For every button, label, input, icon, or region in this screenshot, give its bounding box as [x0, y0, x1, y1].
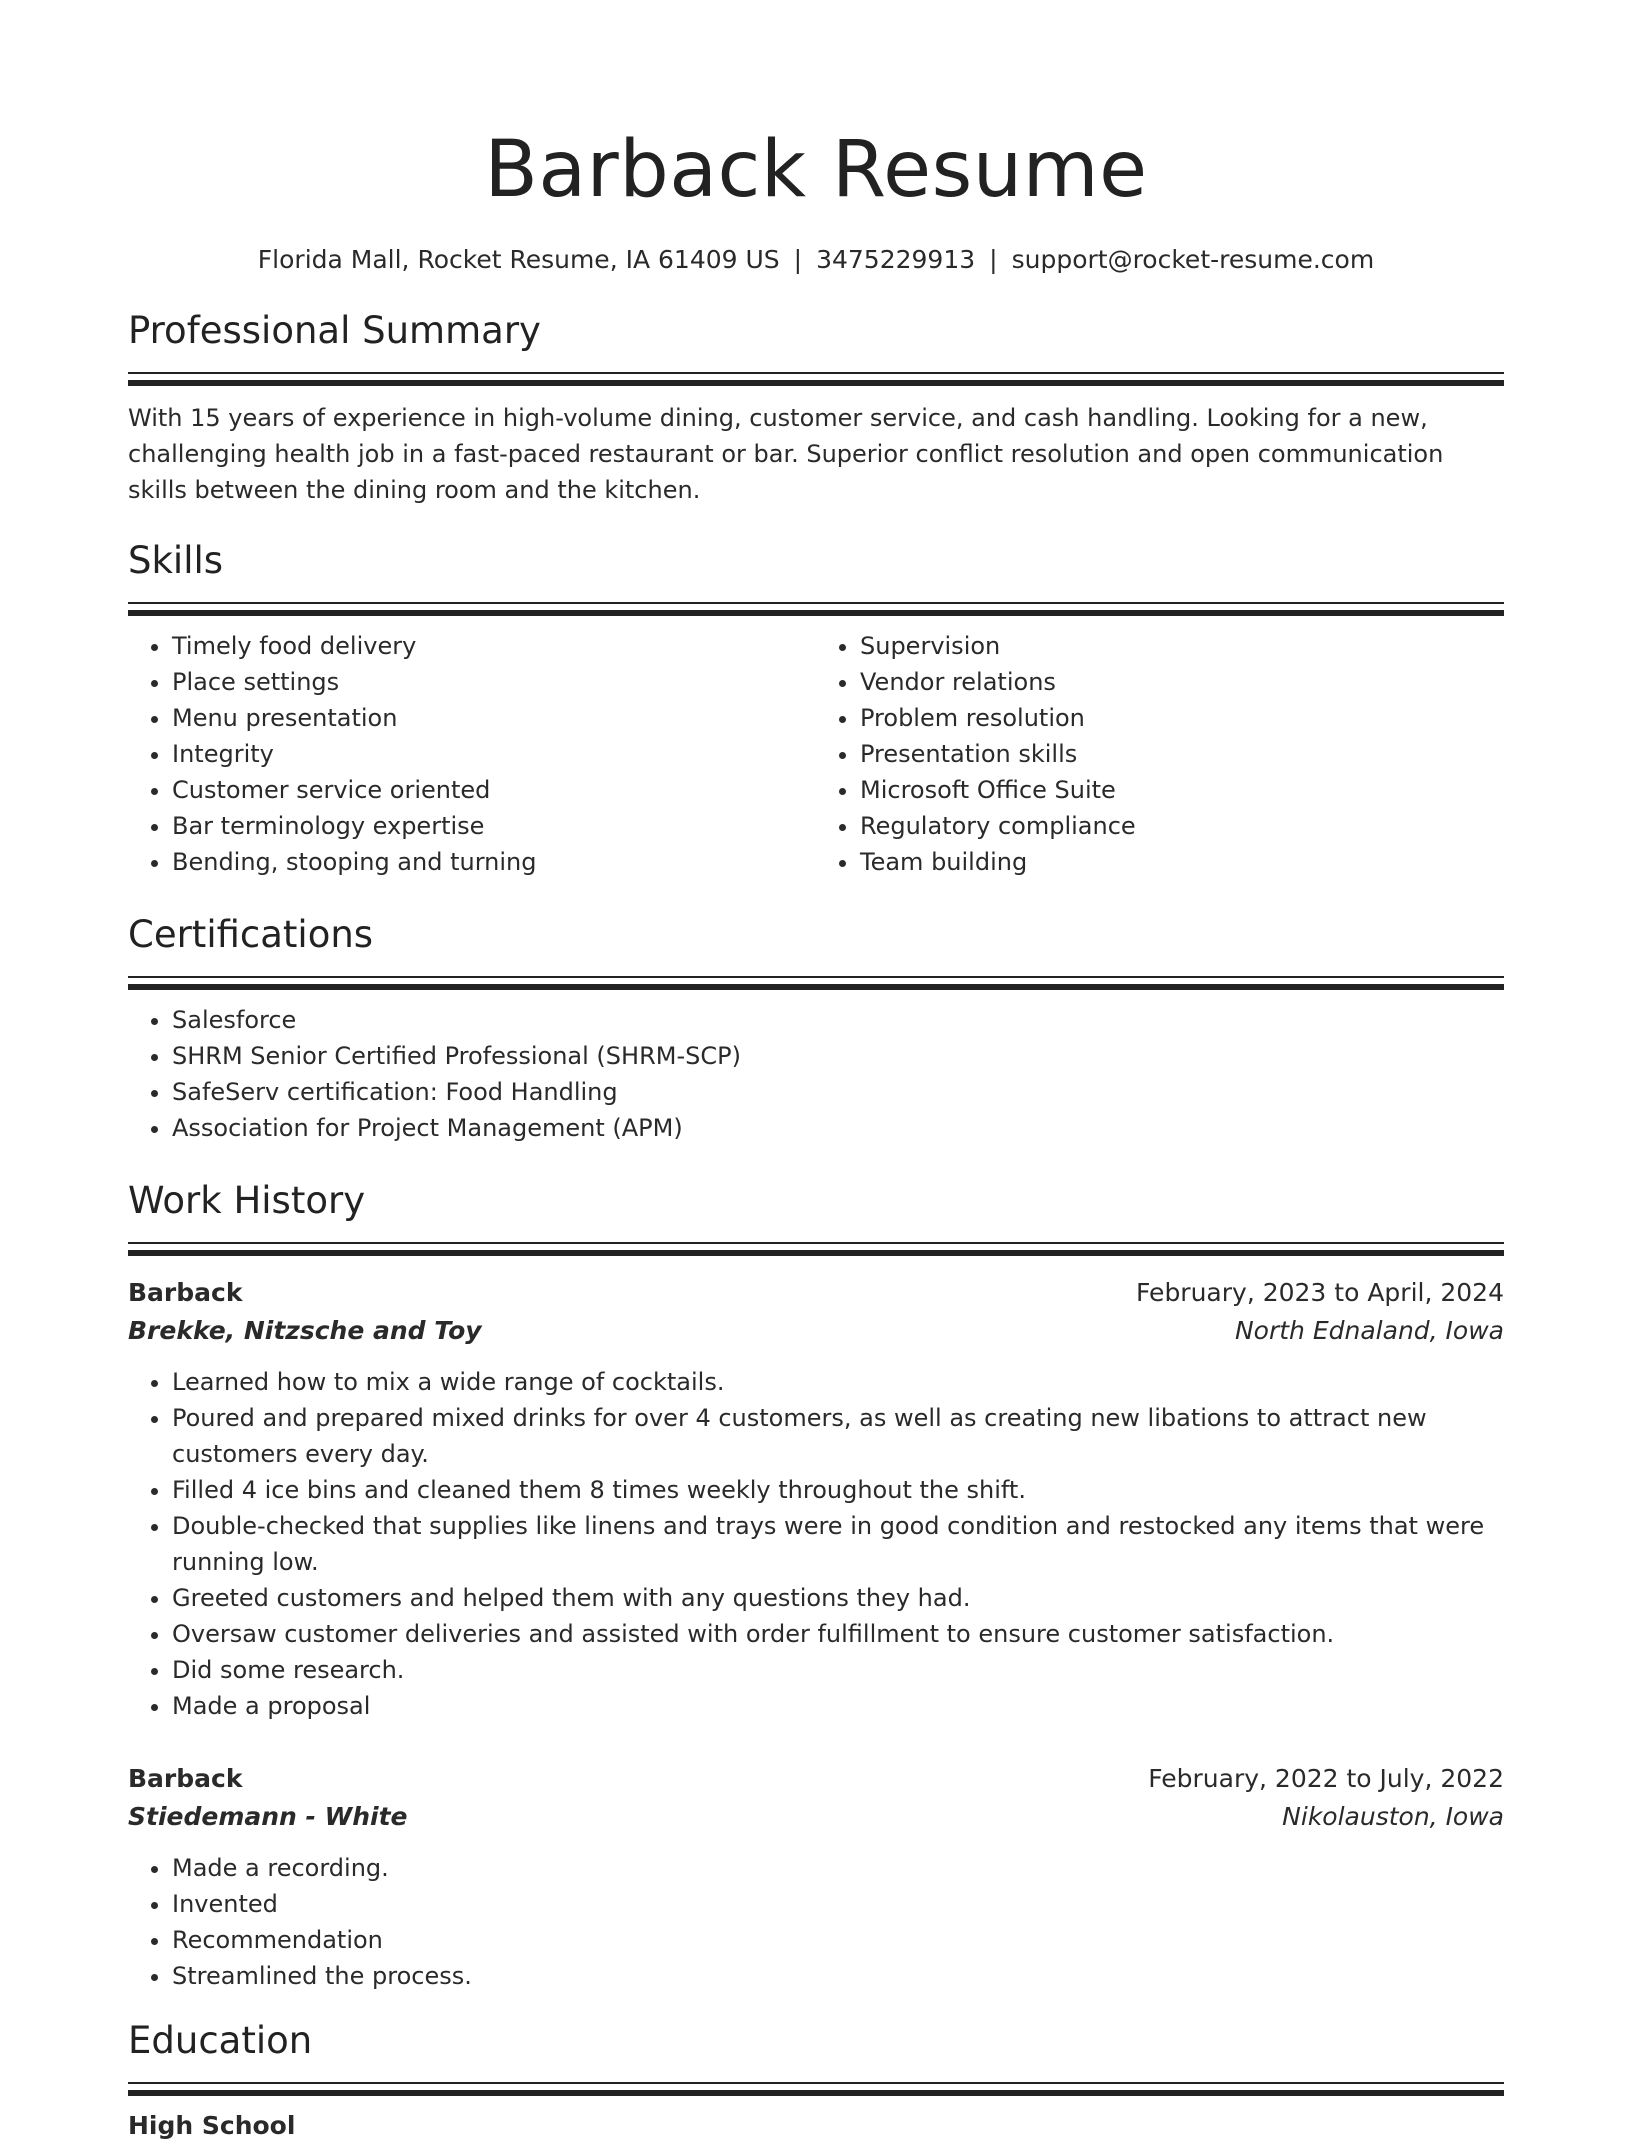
skills-grid [128, 616, 1504, 880]
job-location: Nikolauston, Iowa [1282, 1802, 1504, 1831]
skills-list-right [816, 628, 1504, 880]
contact-phone: 3475229913 [816, 245, 976, 274]
contact-line [128, 242, 1504, 278]
skill-item: • Problem resolution [860, 700, 1504, 736]
job-bullets [128, 1364, 1504, 1724]
skills-section [128, 536, 1504, 880]
resume-title: Barback Resume [484, 125, 1148, 215]
job-company-row [128, 1312, 1504, 1350]
certifications-heading: Certifications [128, 913, 374, 956]
job-bullet: • Invented [172, 1886, 1504, 1922]
job-bullet: • Poured and prepared mixed drinks for over 4 customers, as well as creating new libations to attract new customers every day. [172, 1400, 1504, 1472]
section-rule-thin [128, 602, 1504, 604]
section-rule-thick [128, 2090, 1504, 2096]
job-bullet: • Filled 4 ice bins and cleaned them 8 times weekly throughout the shift. [172, 1472, 1504, 1508]
job-bullet: • Recommendation [172, 1922, 1504, 1958]
education-entry-title: High School [128, 2111, 296, 2140]
job-location: North Ednaland, Iowa [1234, 1316, 1504, 1345]
work-section [128, 1176, 1504, 1994]
section-rule-thick [128, 380, 1504, 386]
job-bullet: • Did some research. [172, 1652, 1504, 1688]
contact-separator: | [989, 245, 998, 274]
job-entry [128, 1760, 1504, 1994]
certification-item: • SHRM Senior Certified Professional (SHRM-SCP) [172, 1038, 1504, 1074]
contact-address: Florida Mall, Rocket Resume, IA 61409 US [257, 245, 780, 274]
skill-item: • Customer service oriented [172, 772, 816, 808]
certification-item: • SafeServ certification: Food Handling [172, 1074, 1504, 1110]
summary-text: With 15 years of experience in high-volume dining, customer service, and cash handling. Looking for a new, challenging health job in a fast-paced restaurant or bar. Superior conflict resolution and open communication skills between the dining room and the kitchen. [128, 404, 1444, 504]
job-bullet: • Made a proposal [172, 1688, 1504, 1724]
contact-separator: | [793, 245, 803, 274]
section-rule-thin [128, 372, 1504, 374]
job-bullets [128, 1850, 1504, 1994]
certification-item: • Association for Project Management (APM) [172, 1110, 1504, 1146]
section-rule-thin [128, 2082, 1504, 2084]
skill-item: • Bending, stooping and turning [172, 844, 816, 880]
certifications-list [128, 1002, 1504, 1146]
skill-item: • Bar terminology expertise [172, 808, 816, 844]
job-entry [128, 1274, 1504, 1724]
job-dates: February, 2022 to July, 2022 [1148, 1764, 1504, 1793]
summary-heading: Professional Summary [128, 309, 541, 352]
job-bullet: • Double-checked that supplies like linens and trays were in good condition and restocked any items that were running low. [172, 1508, 1504, 1580]
certifications-section [128, 910, 1504, 1146]
skill-item: • Place settings [172, 664, 816, 700]
job-company: Stiedemann - White [128, 1802, 408, 1831]
skill-item: • Timely food delivery [172, 628, 816, 664]
skill-item: • Team building [860, 844, 1504, 880]
job-dates: February, 2023 to April, 2024 [1136, 1278, 1504, 1307]
skill-item: • Vendor relations [860, 664, 1504, 700]
skills-list-left [128, 628, 816, 880]
education-section [128, 2016, 1504, 2144]
certification-item: • Salesforce [172, 1002, 1504, 1038]
skills-heading: Skills [128, 539, 224, 582]
job-company: Brekke, Nitzsche and Toy [128, 1316, 482, 1345]
job-header-row [128, 1274, 1504, 1312]
job-bullet: • Made a recording. [172, 1850, 1504, 1886]
job-bullet: • Oversaw customer deliveries and assisted with order fulfillment to ensure customer satisfaction. [172, 1616, 1504, 1652]
section-rule-thin [128, 1242, 1504, 1244]
job-title: Barback [128, 1764, 243, 1793]
resume-page [128, 120, 1504, 2144]
skill-item: • Presentation skills [860, 736, 1504, 772]
skill-item: • Microsoft Office Suite [860, 772, 1504, 808]
skill-item: • Regulatory compliance [860, 808, 1504, 844]
job-bullet: • Streamlined the process. [172, 1958, 1504, 1994]
job-company-row [128, 1798, 1504, 1836]
skill-item: • Supervision [860, 628, 1504, 664]
section-rule-thin [128, 976, 1504, 978]
job-bullet: • Learned how to mix a wide range of cocktails. [172, 1364, 1504, 1400]
contact-email[interactable]: support@rocket-resume.com [1011, 245, 1375, 274]
work-heading: Work History [128, 1179, 366, 1222]
education-heading: Education [128, 2019, 313, 2062]
job-bullet: • Greeted customers and helped them with any questions they had. [172, 1580, 1504, 1616]
summary-section [128, 306, 1504, 508]
skill-item: • Integrity [172, 736, 816, 772]
job-title: Barback [128, 1278, 243, 1307]
skill-item: • Menu presentation [172, 700, 816, 736]
job-header-row [128, 1760, 1504, 1798]
section-rule-thick [128, 984, 1504, 990]
section-rule-thick [128, 1250, 1504, 1256]
